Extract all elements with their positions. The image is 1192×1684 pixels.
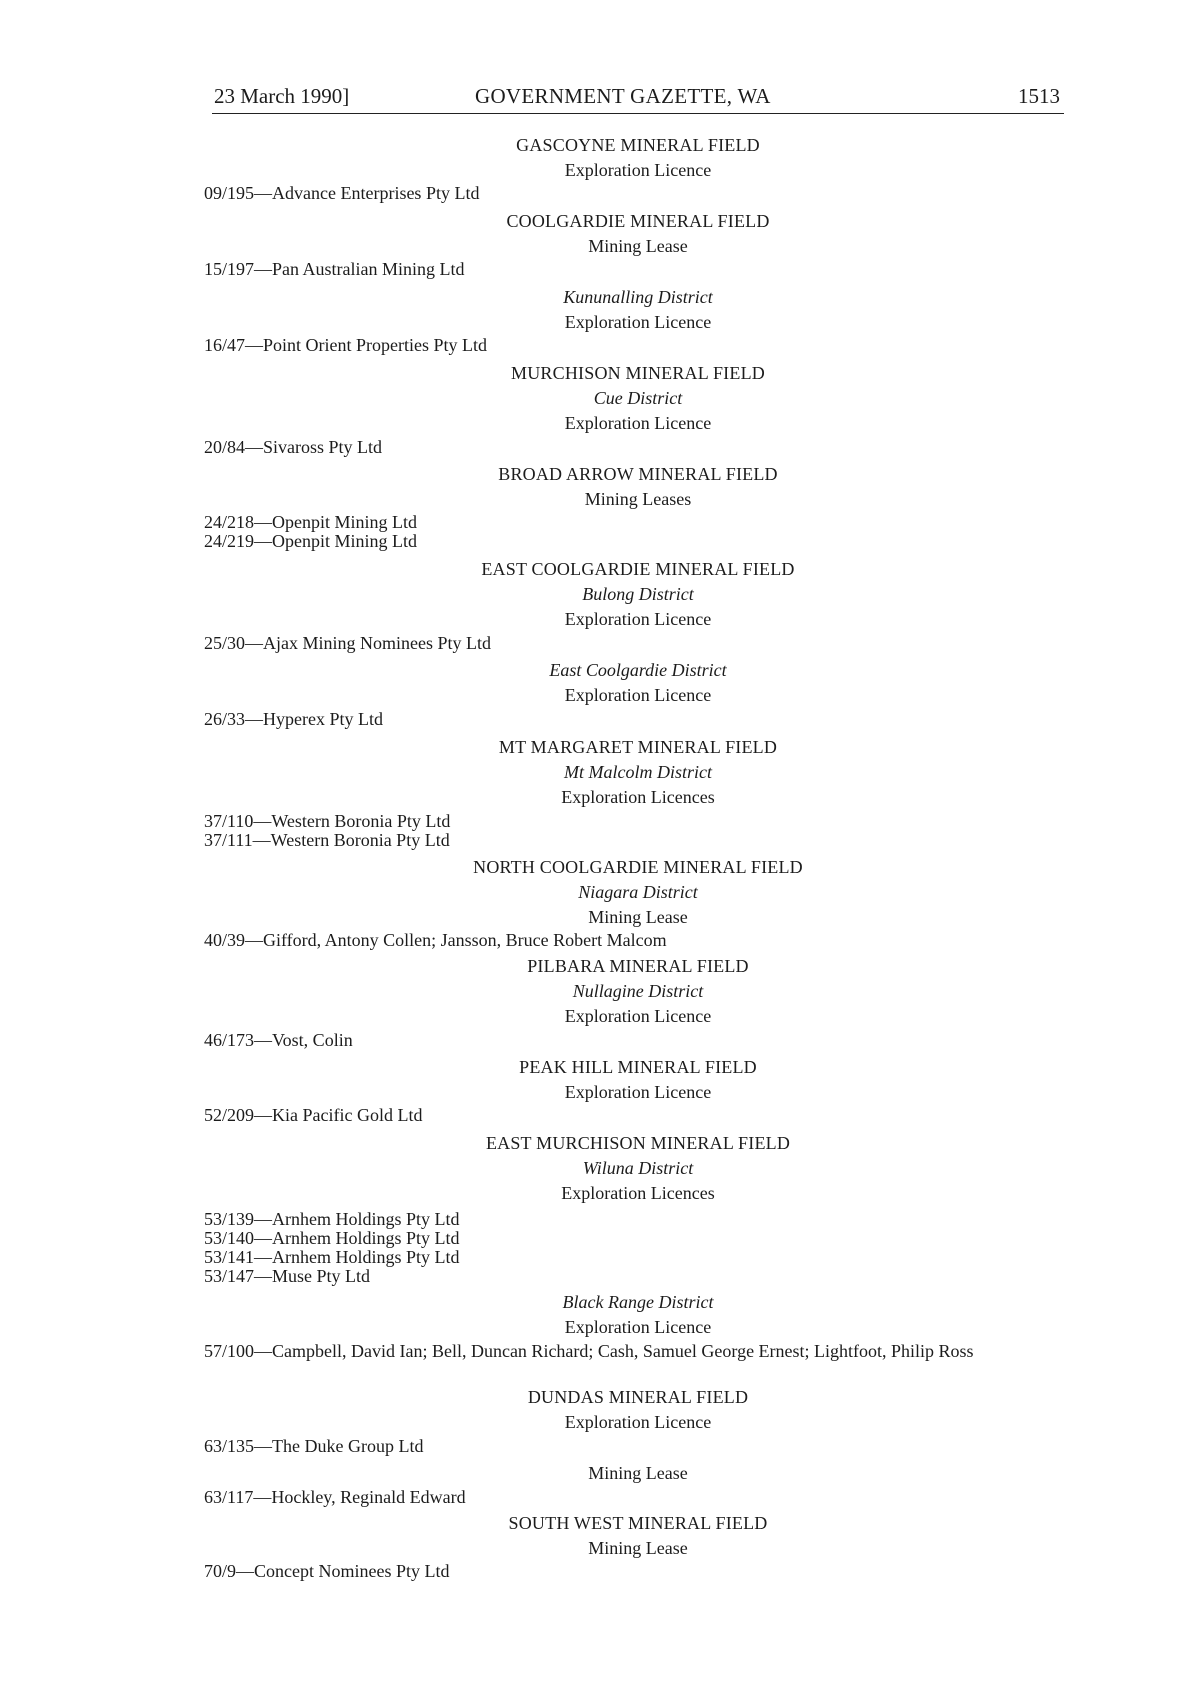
- licence-type: Exploration Licence: [564, 1412, 712, 1432]
- licence-entry: 53/140—Arnhem Holdings Pty Ltd: [204, 1228, 460, 1248]
- district-name: Kununalling District: [563, 287, 713, 307]
- licence-entry: 24/219—Openpit Mining Ltd: [204, 531, 417, 551]
- field-heading: DUNDAS MINERAL FIELD: [527, 1387, 749, 1407]
- district-name: Cue District: [593, 388, 683, 408]
- field-heading: PEAK HILL MINERAL FIELD: [519, 1057, 757, 1077]
- licence-type: Exploration Licence: [564, 685, 712, 705]
- licence-entry: 46/173—Vost, Colin: [204, 1030, 353, 1050]
- licence-entry: 26/33—Hyperex Pty Ltd: [204, 709, 383, 729]
- field-heading: MT MARGARET MINERAL FIELD: [498, 737, 778, 757]
- licence-entry: 63/117—Hockley, Reginald Edward: [204, 1487, 466, 1507]
- licence-type: Mining Lease: [588, 1538, 688, 1558]
- licence-type: Mining Lease: [588, 1463, 688, 1483]
- licence-entry: 52/209—Kia Pacific Gold Ltd: [204, 1105, 423, 1125]
- licence-type: Exploration Licences: [561, 1183, 715, 1203]
- licence-type: Exploration Licence: [564, 413, 712, 433]
- header-rule: [212, 113, 1064, 114]
- field-heading: COOLGARDIE MINERAL FIELD: [506, 211, 770, 231]
- field-heading: EAST MURCHISON MINERAL FIELD: [485, 1133, 791, 1153]
- district-name: Black Range District: [562, 1292, 714, 1312]
- field-heading: GASCOYNE MINERAL FIELD: [516, 135, 760, 155]
- licence-type: Exploration Licences: [561, 787, 715, 807]
- licence-type: Mining Lease: [588, 236, 688, 256]
- licence-entry: 24/218—Openpit Mining Ltd: [204, 512, 417, 532]
- header-date: 23 March 1990]: [214, 84, 350, 108]
- licence-entry: 37/111—Western Boronia Pty Ltd: [204, 830, 450, 850]
- field-heading: SOUTH WEST MINERAL FIELD: [508, 1513, 768, 1533]
- district-name: East Coolgardie District: [549, 660, 727, 680]
- licence-entry: 15/197—Pan Australian Mining Ltd: [204, 259, 465, 279]
- licence-type: Exploration Licence: [564, 160, 712, 180]
- field-heading: PILBARA MINERAL FIELD: [527, 956, 749, 976]
- licence-entry: 53/147—Muse Pty Ltd: [204, 1266, 371, 1286]
- field-heading: NORTH COOLGARDIE MINERAL FIELD: [473, 857, 803, 877]
- licence-entry: 20/84—Sivaross Pty Ltd: [204, 437, 383, 457]
- page-number: 1513: [1018, 84, 1060, 108]
- licence-type: Exploration Licence: [564, 609, 712, 629]
- licence-entry: 09/195—Advance Enterprises Pty Ltd: [204, 183, 480, 203]
- field-heading: MURCHISON MINERAL FIELD: [511, 363, 765, 383]
- district-name: Nullagine District: [572, 981, 704, 1001]
- field-heading: EAST COOLGARDIE MINERAL FIELD: [481, 559, 795, 579]
- licence-type: Mining Lease: [588, 907, 688, 927]
- licence-entry: 37/110—Western Boronia Pty Ltd: [204, 811, 451, 831]
- licence-entry: 57/100—Campbell, David Ian; Bell, Duncan Richard; Cash, Samuel George Ernest; Lightfoot, Philip Ross: [204, 1341, 974, 1361]
- licence-entry: 63/135—The Duke Group Ltd: [204, 1436, 424, 1456]
- district-name: Mt Malcolm District: [564, 762, 712, 782]
- licence-type: Exploration Licence: [564, 1317, 712, 1337]
- district-name: Wiluna District: [582, 1158, 694, 1178]
- district-name: Niagara District: [578, 882, 698, 902]
- licence-entry: 16/47—Point Orient Properties Pty Ltd: [204, 335, 487, 355]
- header-title: GOVERNMENT GAZETTE, WA: [475, 84, 771, 108]
- licence-entry: 25/30—Ajax Mining Nominees Pty Ltd: [204, 633, 491, 653]
- licence-type: Exploration Licence: [564, 312, 712, 332]
- licence-type: Mining Leases: [584, 489, 692, 509]
- licence-entry: 70/9—Concept Nominees Pty Ltd: [204, 1561, 450, 1581]
- licence-type: Exploration Licence: [564, 1006, 712, 1026]
- field-heading: BROAD ARROW MINERAL FIELD: [498, 464, 778, 484]
- district-name: Bulong District: [582, 584, 694, 604]
- licence-entry: 40/39—Gifford, Antony Collen; Jansson, Bruce Robert Malcom: [204, 930, 667, 950]
- licence-type: Exploration Licence: [564, 1082, 712, 1102]
- licence-entry: 53/139—Arnhem Holdings Pty Ltd: [204, 1209, 460, 1229]
- licence-entry: 53/141—Arnhem Holdings Pty Ltd: [204, 1247, 460, 1267]
